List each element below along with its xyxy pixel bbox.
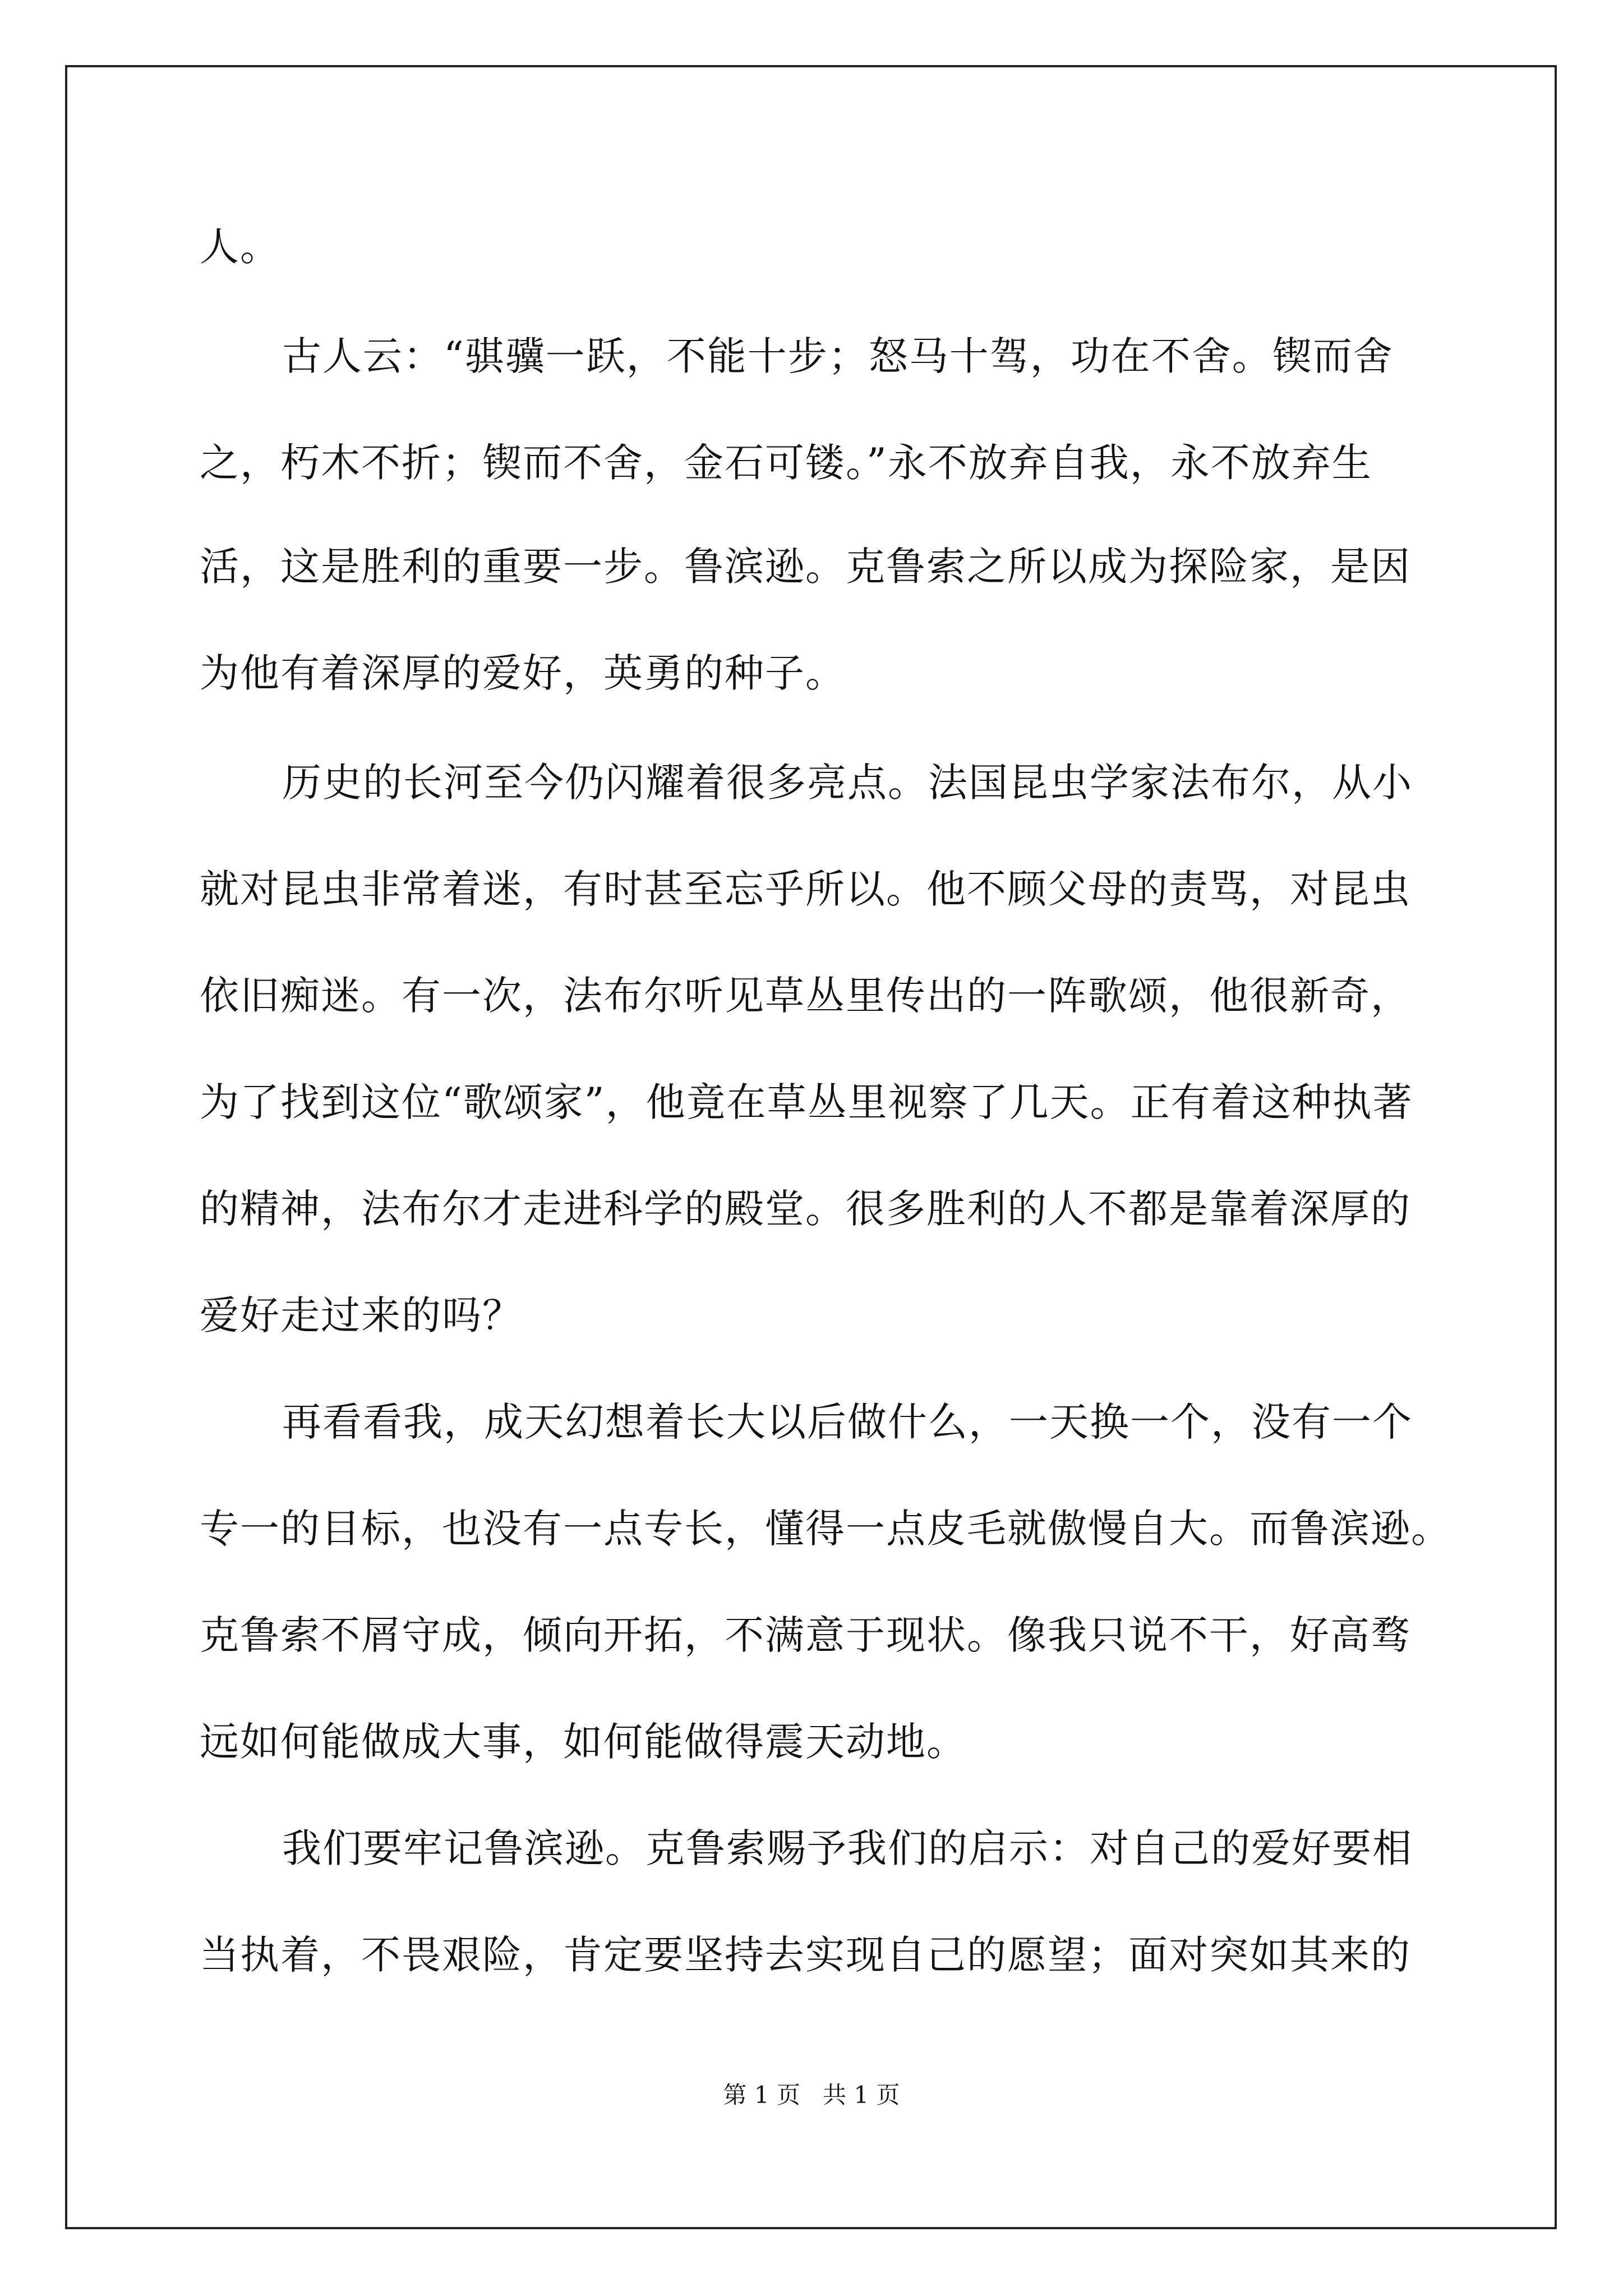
text-line: 远如何能做成大事，如何能做得震天动地。 (200, 1719, 967, 1765)
text-line: 的精神，法布尔才走进科学的殿堂。很多胜利的人不都是靠着深厚的 (200, 1186, 1411, 1232)
text-line: 就对昆虫非常着迷，有时甚至忘乎所以。他不顾父母的责骂，对昆虫 (200, 866, 1411, 912)
text-line: 人。 (200, 224, 280, 270)
text-line: 古人云：“骐骥一跃，不能十步；怒马十驾，功在不舍。锲而舍 (282, 333, 1394, 379)
text-line: 克鲁索不屑守成，倾向开拓，不满意于现状。像我只说不干，好高骛 (200, 1612, 1411, 1658)
text-line: 依旧痴迷。有一次，法布尔听见草丛里传出的一阵歌颂，他很新奇， (200, 973, 1411, 1019)
text-line: 为了找到这位“歌颂家”，他竟在草丛里视察了几天。正有着这种执著 (200, 1079, 1413, 1125)
text-line: 当执着，不畏艰险，肯定要坚持去实现自己的愿望；面对突如其来的 (200, 1932, 1411, 1978)
text-line: 之，朽木不折；锲而不舍，金石可镂。”永不放弃自我，永不放弃生 (200, 440, 1372, 486)
text-line: 再看看我，成天幻想着长大以后做什么，一天换一个，没有一个 (282, 1399, 1413, 1445)
text-line: 活，这是胜利的重要一步。鲁滨逊。克鲁索之所以成为探险家，是因 (200, 544, 1411, 590)
text-line: 爱好走过来的吗？ (200, 1292, 523, 1338)
text-line: 专一的目标，也没有一点专长，懂得一点皮毛就傲慢自大。而鲁滨逊。 (200, 1506, 1451, 1552)
text-line: 我们要牢记鲁滨逊。克鲁索赐予我们的启示：对自己的爱好要相 (282, 1825, 1413, 1871)
text-line: 历史的长河至今仍闪耀着很多亮点。法国昆虫学家法布尔，从小 (282, 760, 1413, 806)
page-number-footer: 第 1 页 共 1 页 (723, 2081, 900, 2109)
text-line: 为他有着深厚的爱好，英勇的种子。 (200, 650, 846, 696)
